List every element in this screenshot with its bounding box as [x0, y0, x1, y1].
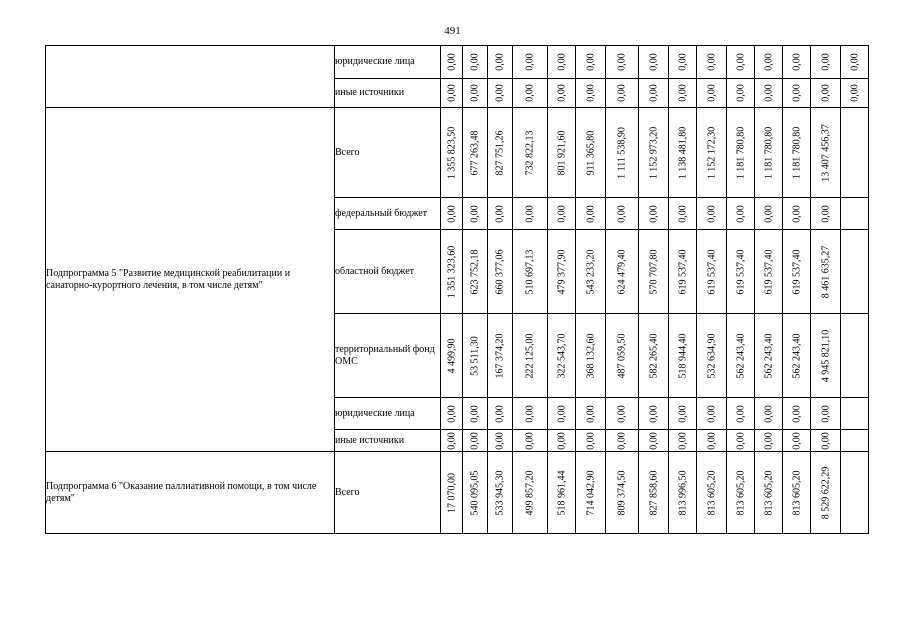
value-cell [783, 430, 811, 452]
value-cell [576, 46, 606, 79]
value-text: 0,00 [616, 204, 628, 223]
value-text: 813 605,20 [734, 470, 746, 515]
value-cell [441, 398, 463, 430]
value-text: 714 042,90 [584, 470, 596, 515]
value-cell [576, 398, 606, 430]
value-cell [755, 452, 783, 534]
value-cell [548, 430, 576, 452]
value-cell [639, 198, 669, 230]
value-cell [463, 398, 488, 430]
value-text: 0,00 [790, 431, 802, 450]
value-text: 0,00 [647, 84, 659, 102]
value-cell [697, 198, 727, 230]
value-cell [606, 452, 639, 534]
value-text: 0,00 [647, 53, 659, 71]
value-text: 0,00 [762, 431, 774, 450]
table-row [46, 452, 869, 534]
value-cell [727, 79, 755, 108]
value-cell [697, 398, 727, 430]
funding-source: областной бюджет [335, 230, 441, 314]
value-cell [441, 198, 463, 230]
value-cell [697, 430, 727, 452]
value-text: 0,00 [445, 53, 457, 71]
value-cell [513, 314, 548, 398]
value-text: 1 351 323,60 [445, 245, 457, 298]
value-cell [811, 452, 841, 534]
value-cell [513, 46, 548, 79]
value-text: 0,00 [762, 204, 774, 223]
value-text: 0,00 [469, 404, 481, 423]
value-cell [548, 452, 576, 534]
value-cell [548, 198, 576, 230]
value-text: 660 377,06 [494, 249, 506, 294]
value-text: 0,00 [819, 204, 831, 223]
value-cell [441, 46, 463, 79]
value-cell [727, 452, 755, 534]
value-text: 0,00 [555, 204, 567, 223]
value-text: 582 265,40 [647, 333, 659, 378]
value-text: 0,00 [819, 53, 831, 71]
value-cell [811, 198, 841, 230]
value-cell [697, 46, 727, 79]
funding-source: федеральный бюджет [335, 198, 441, 230]
value-text: 0,00 [584, 204, 596, 223]
value-cell [488, 452, 513, 534]
value-text: 0,00 [494, 431, 506, 450]
value-text: 0,00 [734, 53, 746, 71]
value-text: 562 243,40 [790, 333, 802, 378]
funding-source: иные источники [335, 79, 441, 108]
value-text: 0,00 [584, 53, 596, 71]
value-text: 677 263,48 [469, 130, 481, 175]
value-cell [606, 230, 639, 314]
subprogram-name [46, 46, 335, 108]
value-cell [783, 108, 811, 198]
value-text: 0,00 [647, 431, 659, 450]
value-cell [576, 79, 606, 108]
value-text: 222 125,00 [524, 333, 536, 378]
value-cell [513, 108, 548, 198]
value-text: 0,00 [790, 204, 802, 223]
value-cell [463, 46, 488, 79]
value-text: 0,00 [819, 404, 831, 423]
value-text: 570 707,80 [647, 249, 659, 294]
value-text: 17 070,00 [445, 472, 457, 513]
value-cell [513, 198, 548, 230]
value-text: 0,00 [524, 53, 536, 71]
value-text: 0,00 [676, 204, 688, 223]
value-cell [727, 314, 755, 398]
value-text: 0,00 [469, 53, 481, 71]
value-cell [488, 46, 513, 79]
value-text: 322 543,70 [555, 333, 567, 378]
value-cell [639, 79, 669, 108]
value-cell [513, 230, 548, 314]
value-text: 732 822,13 [524, 130, 536, 175]
value-text: 0,00 [790, 53, 802, 71]
value-text: 0,00 [555, 84, 567, 102]
value-cell [441, 79, 463, 108]
value-text: 0,00 [494, 404, 506, 423]
value-cell [548, 314, 576, 398]
value-text: 8 529 622,29 [819, 466, 831, 519]
value-text: 0,00 [469, 204, 481, 223]
value-cell [639, 430, 669, 452]
value-cell [811, 314, 841, 398]
value-cell [755, 230, 783, 314]
value-cell [755, 430, 783, 452]
value-text: 0,00 [584, 431, 596, 450]
value-text: 813 605,20 [790, 470, 802, 515]
value-text: 0,00 [494, 84, 506, 102]
value-cell [463, 108, 488, 198]
value-text: 0,00 [445, 84, 457, 102]
value-cell [841, 230, 869, 314]
value-text: 4 945 821,10 [819, 329, 831, 382]
value-text: 1 181 780,80 [790, 126, 802, 179]
value-cell [463, 198, 488, 230]
value-cell [488, 398, 513, 430]
table-row [46, 108, 869, 198]
value-text: 0,00 [676, 404, 688, 423]
value-cell [811, 398, 841, 430]
value-text: 619 537,40 [676, 249, 688, 294]
value-cell [606, 430, 639, 452]
value-text: 0,00 [445, 204, 457, 223]
value-text: 801 921,60 [555, 130, 567, 175]
value-text: 0,00 [494, 204, 506, 223]
value-text: 540 095,05 [469, 470, 481, 515]
value-cell [488, 108, 513, 198]
value-cell [606, 108, 639, 198]
value-cell [576, 108, 606, 198]
value-cell [727, 108, 755, 198]
value-text: 0,00 [555, 404, 567, 423]
value-text: 0,00 [469, 431, 481, 450]
table-row [46, 46, 869, 79]
value-text: 0,00 [469, 84, 481, 102]
value-text: 510 697,13 [524, 249, 536, 294]
funding-source: юридические лица [335, 398, 441, 430]
value-cell [841, 398, 869, 430]
value-text: 623 752,18 [469, 249, 481, 294]
value-cell [841, 46, 869, 79]
value-text: 813 605,20 [705, 470, 717, 515]
value-text: 543 233,20 [584, 249, 596, 294]
value-text: 0,00 [734, 431, 746, 450]
value-cell [755, 314, 783, 398]
value-cell [548, 230, 576, 314]
value-cell [669, 398, 697, 430]
value-cell [513, 79, 548, 108]
value-text: 0,00 [676, 53, 688, 71]
value-cell [488, 230, 513, 314]
value-text: 0,00 [705, 53, 717, 71]
value-text: 0,00 [819, 84, 831, 102]
value-cell [727, 198, 755, 230]
value-cell [639, 108, 669, 198]
value-text: 624 479,40 [616, 249, 628, 294]
value-cell [606, 314, 639, 398]
value-cell [513, 398, 548, 430]
value-cell [463, 230, 488, 314]
value-text: 0,00 [790, 84, 802, 102]
value-text: 0,00 [445, 404, 457, 423]
value-cell [488, 430, 513, 452]
value-cell [488, 314, 513, 398]
value-text: 619 537,40 [790, 249, 802, 294]
value-cell [669, 314, 697, 398]
value-cell [576, 430, 606, 452]
value-text: 0,00 [762, 53, 774, 71]
value-text: 1 152 172,30 [705, 126, 717, 179]
value-cell [576, 314, 606, 398]
value-text: 0,00 [848, 53, 860, 71]
value-cell [727, 230, 755, 314]
value-text: 619 537,40 [762, 249, 774, 294]
value-cell [697, 230, 727, 314]
value-cell [606, 46, 639, 79]
value-cell [669, 198, 697, 230]
value-text: 0,00 [616, 431, 628, 450]
value-cell [727, 398, 755, 430]
value-text: 562 243,40 [734, 333, 746, 378]
value-text: 0,00 [762, 84, 774, 102]
value-cell [606, 79, 639, 108]
value-text: 0,00 [819, 431, 831, 450]
value-cell [639, 314, 669, 398]
value-text: 0,00 [524, 431, 536, 450]
value-text: 0,00 [734, 204, 746, 223]
value-cell [811, 46, 841, 79]
value-text: 0,00 [734, 404, 746, 423]
value-cell [639, 230, 669, 314]
value-cell [841, 430, 869, 452]
value-cell [548, 398, 576, 430]
value-cell [783, 46, 811, 79]
value-cell [811, 430, 841, 452]
value-cell [755, 398, 783, 430]
value-cell [513, 452, 548, 534]
value-text: 0,00 [790, 404, 802, 423]
value-cell [576, 452, 606, 534]
value-text: 1 355 823,50 [445, 126, 457, 179]
value-text: 8 461 635,27 [819, 245, 831, 298]
value-cell [811, 108, 841, 198]
value-cell [463, 314, 488, 398]
value-text: 0,00 [494, 53, 506, 71]
value-cell [548, 79, 576, 108]
value-cell [548, 108, 576, 198]
value-text: 0,00 [584, 84, 596, 102]
value-text: 518 961,44 [555, 470, 567, 515]
value-cell [488, 198, 513, 230]
budget-table [45, 45, 869, 534]
value-cell [441, 452, 463, 534]
value-cell [755, 198, 783, 230]
value-text: 911 365,80 [584, 130, 596, 175]
value-text: 827 751,26 [494, 130, 506, 175]
value-cell [639, 452, 669, 534]
value-text: 0,00 [705, 431, 717, 450]
value-cell [488, 79, 513, 108]
value-cell [548, 46, 576, 79]
value-text: 0,00 [705, 404, 717, 423]
value-text: 813 605,20 [762, 470, 774, 515]
value-text: 0,00 [584, 404, 596, 423]
value-cell [576, 230, 606, 314]
value-text: 619 537,40 [705, 249, 717, 294]
value-cell [669, 230, 697, 314]
value-text: 0,00 [445, 431, 457, 450]
value-cell [669, 108, 697, 198]
page-number: 491 [444, 25, 461, 37]
value-cell [755, 108, 783, 198]
value-cell [755, 79, 783, 108]
value-cell [841, 108, 869, 198]
value-text: 0,00 [616, 84, 628, 102]
value-cell [576, 198, 606, 230]
value-text: 0,00 [555, 431, 567, 450]
value-cell [841, 452, 869, 534]
value-text: 167 374,20 [494, 333, 506, 378]
value-text: 0,00 [676, 84, 688, 102]
value-text: 532 634,90 [705, 333, 717, 378]
funding-source: юридические лица [335, 46, 441, 79]
value-cell [755, 46, 783, 79]
value-cell [697, 314, 727, 398]
value-text: 562 243,40 [762, 333, 774, 378]
value-text: 487 059,50 [616, 333, 628, 378]
value-cell [463, 79, 488, 108]
value-cell [783, 452, 811, 534]
value-cell [841, 79, 869, 108]
value-text: 0,00 [555, 53, 567, 71]
value-cell [639, 398, 669, 430]
value-text: 0,00 [616, 404, 628, 423]
value-cell [697, 452, 727, 534]
value-text: 0,00 [647, 404, 659, 423]
value-text: 0,00 [524, 84, 536, 102]
value-cell [639, 46, 669, 79]
funding-source: Всего [335, 452, 441, 534]
value-cell [783, 79, 811, 108]
value-cell [841, 314, 869, 398]
value-cell [441, 108, 463, 198]
value-text: 0,00 [676, 431, 688, 450]
value-text: 13 407 456,37 [819, 123, 831, 182]
value-text: 1 181 780,80 [762, 126, 774, 179]
funding-source: Всего [335, 108, 441, 198]
value-cell [811, 79, 841, 108]
value-cell [463, 430, 488, 452]
value-text: 533 945,30 [494, 470, 506, 515]
value-text: 1 181 780,80 [734, 126, 746, 179]
value-text: 619 537,40 [734, 249, 746, 294]
value-text: 1 111 538,90 [616, 126, 628, 179]
value-cell [697, 108, 727, 198]
value-cell [606, 398, 639, 430]
subprogram-name: Подпрограмма 6 "Оказание паллиативной помощи, в том числе детям" [46, 452, 335, 534]
value-text: 0,00 [705, 204, 717, 223]
value-cell [727, 46, 755, 79]
value-text: 0,00 [616, 53, 628, 71]
value-cell [697, 79, 727, 108]
budget-table-body [46, 46, 869, 534]
value-cell [841, 198, 869, 230]
value-text: 0,00 [524, 204, 536, 223]
value-cell [783, 230, 811, 314]
value-cell [783, 198, 811, 230]
value-text: 368 132,60 [584, 333, 596, 378]
value-text: 518 944,40 [676, 333, 688, 378]
value-cell [441, 314, 463, 398]
funding-source: иные источники [335, 430, 441, 452]
value-text: 4 499,90 [445, 338, 457, 373]
subprogram-name: Подпрограмма 5 "Развитие медицинской реабилитации и санаторно-курортного лечения, в том числе детям" [46, 108, 335, 452]
value-text: 499 857,20 [524, 470, 536, 515]
value-cell [513, 430, 548, 452]
value-cell [463, 452, 488, 534]
value-cell [606, 198, 639, 230]
value-text: 0,00 [647, 204, 659, 223]
value-text: 479 377,90 [555, 249, 567, 294]
value-text: 0,00 [524, 404, 536, 423]
value-text: 827 858,60 [647, 470, 659, 515]
value-cell [811, 230, 841, 314]
value-cell [669, 79, 697, 108]
value-cell [669, 452, 697, 534]
value-text: 813 996,50 [676, 470, 688, 515]
value-cell [783, 398, 811, 430]
value-cell [441, 230, 463, 314]
value-text: 1 138 481,80 [676, 126, 688, 179]
value-text: 809 374,50 [616, 470, 628, 515]
value-text: 1 152 973,20 [647, 126, 659, 179]
value-cell [783, 314, 811, 398]
value-text: 0,00 [848, 84, 860, 102]
value-cell [441, 430, 463, 452]
value-text: 0,00 [705, 84, 717, 102]
value-text: 53 511,30 [469, 335, 481, 376]
value-cell [669, 430, 697, 452]
funding-source: территориальный фонд ОМС [335, 314, 441, 398]
value-text: 0,00 [762, 404, 774, 423]
value-cell [727, 430, 755, 452]
value-cell [669, 46, 697, 79]
value-text: 0,00 [734, 84, 746, 102]
